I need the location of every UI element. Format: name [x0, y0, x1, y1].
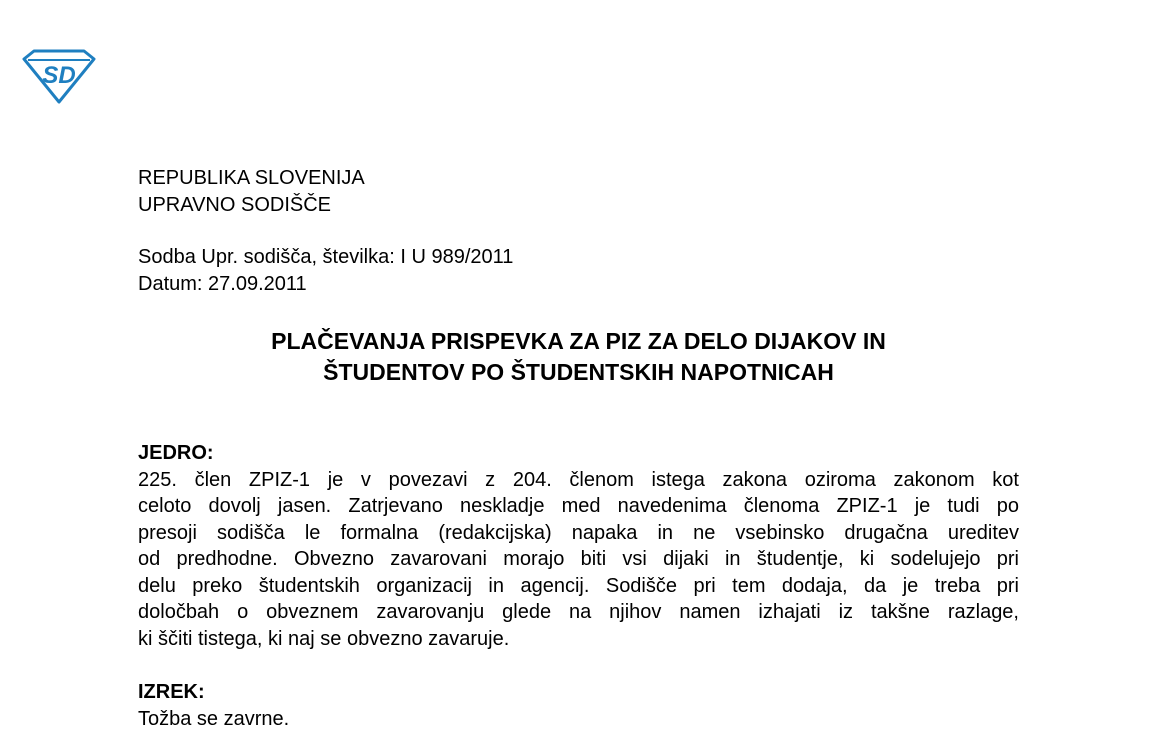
izrek-line: Tožba se zavrne.: [138, 707, 290, 730]
case-date: Datum: 27.09.2011: [138, 272, 307, 295]
title-line-2: ŠTUDENTOV PO ŠTUDENTSKIH NAPOTNICAH: [323, 359, 834, 385]
jedro-line: celoto dovolj jasen. Zatrjevano neskladje med navedenima členoma ZPIZ-1 je tudi po: [138, 495, 1019, 517]
header-court: UPRAVNO SODIŠČE: [138, 193, 331, 216]
document-title: [138, 326, 1019, 388]
izrek-heading: IZREK:: [138, 681, 205, 703]
jedro-line: 225. člen ZPIZ-1 je v povezavi z 204. členom istega zakona oziroma zakonom kot: [138, 468, 1019, 491]
court-logo-icon: [22, 49, 96, 104]
jedro-line: določbah o obveznem zavarovanju glede na njihov namen izhajati iz takšne razlage,: [138, 601, 1019, 623]
jedro-line: presoji sodišča le formalna (redakcijska) napaka in ne vsebinsko drugačna ureditev: [138, 521, 1019, 544]
document-body: [138, 165, 1019, 732]
jedro-line: ki ščiti tistega, ki naj se obvezno zavaruje.: [138, 627, 510, 650]
header-republic: REPUBLIKA SLOVENIJA: [138, 167, 365, 189]
jedro-heading: JEDRO:: [138, 442, 214, 464]
title-line-1: PLAČEVANJA PRISPEVKA ZA PIZ ZA DELO DIJAKOV IN: [271, 328, 886, 354]
jedro-paragraph: [138, 467, 1019, 653]
svg-text:SD: SD: [42, 62, 76, 89]
case-reference: Sodba Upr. sodišča, številka: I U 989/2011: [138, 246, 514, 268]
jedro-line: delu preko študentskih organizacij in agencij. Sodišče pri tem dodaja, da je treba pri: [138, 574, 1019, 597]
jedro-line: od predhodne. Obvezno zavarovani morajo biti vsi dijaki in študentje, ki sodelujejo pri: [138, 548, 1019, 570]
